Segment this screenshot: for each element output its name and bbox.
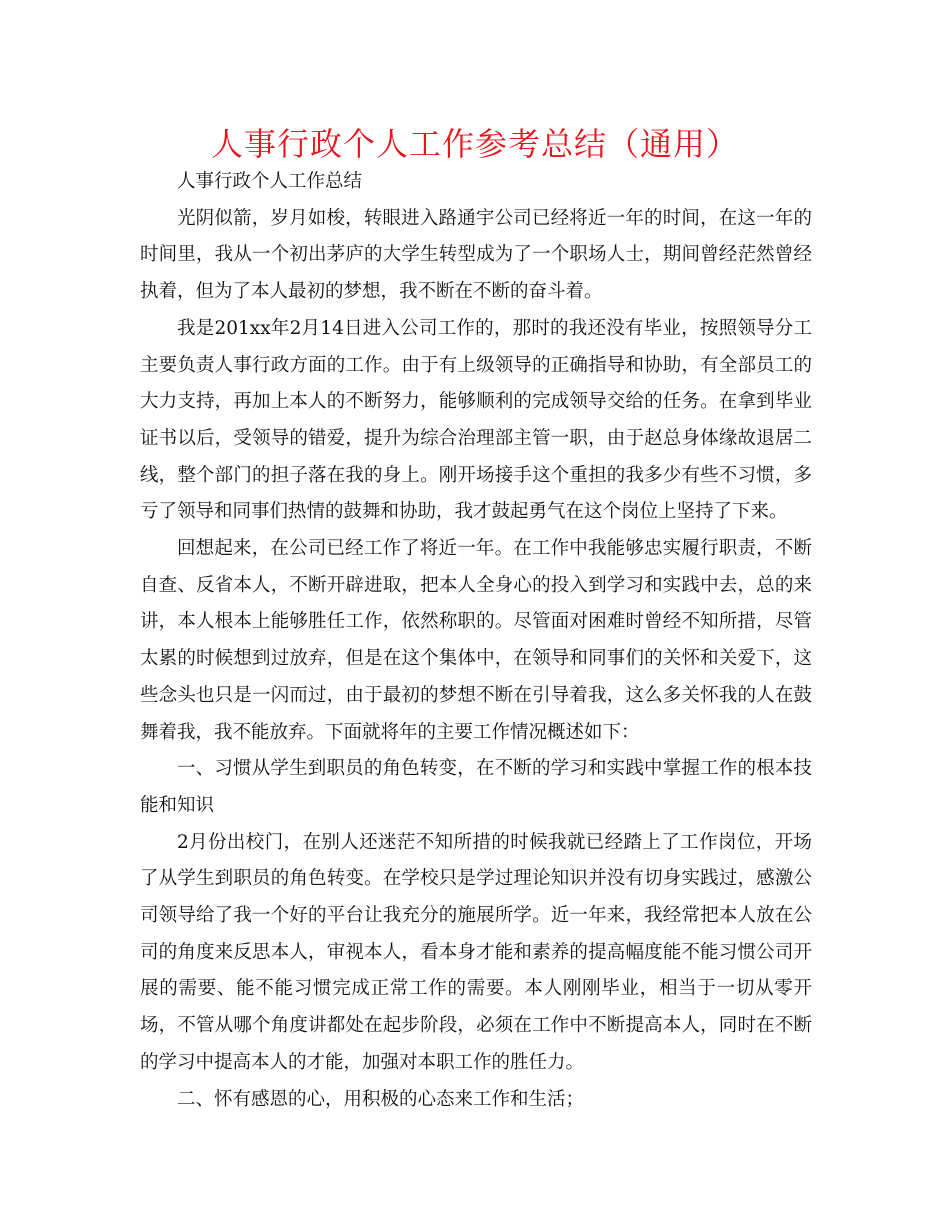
paragraph: 我是201xx年2月14日进入公司工作的，那时的我还没有毕业，按照领导分工主要负责人事行政方面的工作。由于有上级领导的正确指导和协助，有全部员工的大力支持，再加上本人的不断努力，能够顺利的完成领导交给的任务。在拿到毕业证书以后，受领导的错爱，提升为综合治理部主管一职，由于赵总身体缘故退居二线，整个部门的担子落在我的身上。刚开场接手这个重担的我多少有些不习惯，多亏了领导和同事们热情的鼓舞和协助，我才鼓起勇气在这个岗位上坚持了下来。: [140, 317, 812, 523]
paragraph: 光阴似箭，岁月如梭，转眼进入路通宇公司已经将近一年的时间，在这一年的时间里，我从一个初出茅庐的大学生转型成为了一个职场人士，期间曾经茫然曾经执着，但为了本人最初的梦想，我不断在不断的奋斗着。: [140, 207, 812, 303]
section-heading-2: 二、怀有感恩的心，用积极的心态来工作和生活；: [177, 1088, 585, 1110]
document-title: 人事行政个人工作参考总结（通用）: [210, 125, 739, 163]
section-heading-1: 一、习惯从学生到职员的角色转变，在不断的学习和实践中掌握工作的根本技能和知识: [140, 758, 812, 816]
paragraph: 回想起来，在公司已经工作了将近一年。在工作中我能够忠实履行职责，不断自查、反省本人，不断开辟进取，把本人全身心的投入到学习和实践中去，总的来讲，本人根本上能够胜任工作，依然称职的。尽管面对困难时曾经不知所措，尽管太累的时候想到过放弃，但是在这个集体中，在领导和同事们的关怀和关爱下，这些念头也只是一闪而过，由于最初的梦想不断在引导着我，这么多关怀我的人在鼓舞着我，我不能放弃。下面就将年的主要工作情况概述如下：: [140, 538, 812, 743]
paragraph-subtitle: 人事行政个人工作总结: [177, 171, 363, 192]
document-body: [140, 164, 812, 1118]
paragraph: 2月份出校门，在别人还迷茫不知所措的时候我就已经踏上了工作岗位，开场了从学生到职员的角色转变。在学校只是学过理论知识并没有切身实践过，感激公司领导给了我一个好的平台让我充分的施展所学。近一年来，我经常把本人放在公司的角度来反思本人，审视本人，看本身才能和素养的提高幅度能不能习惯公司开展的需要、能不能习惯完成正常工作的需要。本人刚刚毕业，相当于一切从零开场，不管从哪个角度讲都处在起步阶段，必须在工作中不断提高本人，同时在不断的学习中提高本人的才能，加强对本职工作的胜任力。: [140, 831, 812, 1073]
